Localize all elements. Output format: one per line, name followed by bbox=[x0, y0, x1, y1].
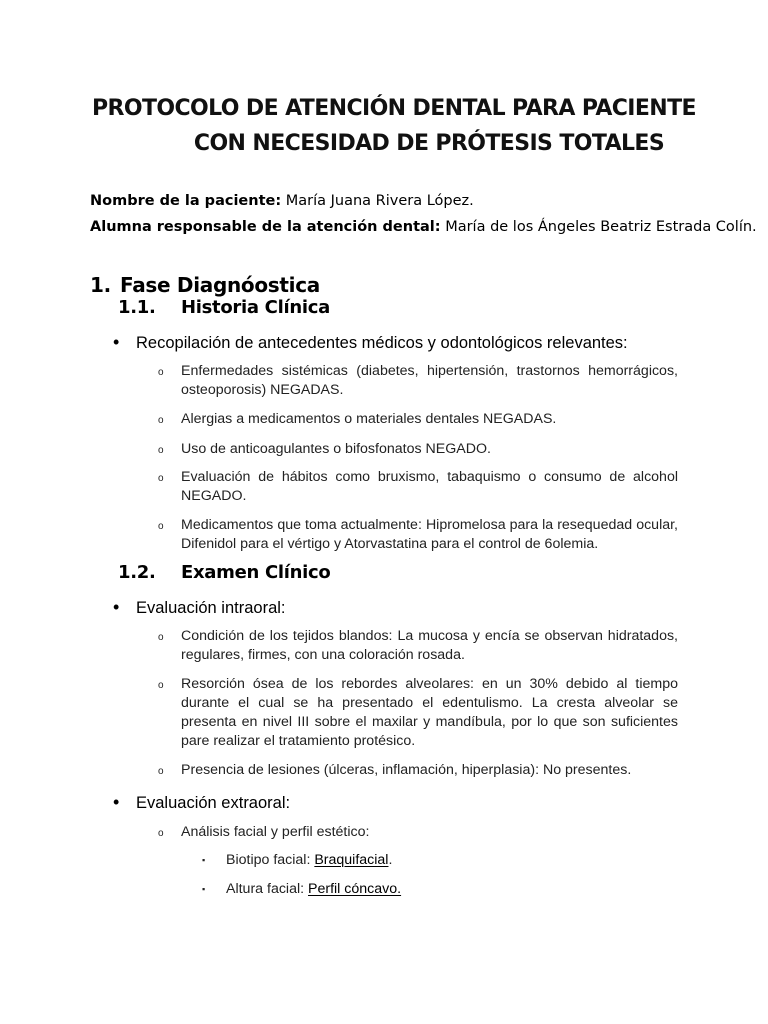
document-title-line2: CON NECESIDAD DE PRÓTESIS TOTALES bbox=[193, 131, 665, 156]
facial-item bbox=[202, 852, 392, 868]
bullet-icon: • bbox=[113, 332, 120, 352]
list-item-text: Presencia de lesiones (úlceras, inflamación, hiperplasia): No presentes. bbox=[181, 762, 632, 778]
patient-label: Nombre de la paciente: bbox=[90, 193, 282, 209]
facial-label: Altura facial: bbox=[226, 881, 309, 897]
facial-value: Braquifacial bbox=[314, 852, 389, 868]
student-line bbox=[90, 219, 757, 235]
list-item-text: Enfermedades sistémicas (diabetes, hipertensión, trastornos hemorrágicos, osteoporosis) NEGADAS. bbox=[181, 363, 678, 398]
section-title: Fase Diagnóostica bbox=[120, 273, 320, 297]
subsection-heading-examen bbox=[118, 562, 330, 583]
bullet-text: Evaluación intraoral: bbox=[136, 599, 286, 617]
bullet-text: Evaluación extraoral: bbox=[136, 794, 291, 812]
facial-item bbox=[202, 881, 401, 897]
circle-bullet-icon: o bbox=[158, 367, 164, 378]
list-item-text: Uso de anticoagulantes o bifosfonatos NEGADO. bbox=[181, 441, 491, 457]
circle-bullet-icon: o bbox=[158, 766, 164, 777]
circle-bullet-icon: o bbox=[158, 473, 164, 484]
list-item-text: Condición de los tejidos blandos: La mucosa y encía se observan hidratados, regulares, firmes, con una coloración rosada. bbox=[181, 628, 678, 663]
patient-name-line bbox=[90, 193, 474, 209]
subsection-number: 1.1. bbox=[118, 297, 156, 318]
bullet-icon: • bbox=[113, 597, 120, 617]
list-item-text: Resorción ósea de los rebordes alveolares: en un 30% debido al tiempo durante el cual se ha presentado el edentulismo. La cresta alveolar se presenta en nivel III sobre el maxilar y mandíbula, por lo que son suficientes pare realizar el tratamiento protésico. bbox=[181, 676, 678, 749]
subsection-title: Historia Clínica bbox=[181, 297, 330, 318]
facial-suffix: . bbox=[388, 852, 393, 868]
student-label: Alumna responsable de la atención dental: bbox=[90, 219, 441, 235]
section-number: 1. bbox=[90, 273, 111, 297]
list-item-text: Medicamentos que toma actualmente: Hipromelosa para la resequedad ocular, Difenidol para el vértigo y Atorvastatina para el control de 6olemia. bbox=[181, 517, 678, 552]
facial-label: Biotipo facial: bbox=[226, 852, 315, 868]
circle-bullet-icon: o bbox=[158, 680, 164, 691]
square-bullet-icon: ▪ bbox=[202, 855, 206, 866]
section-heading bbox=[90, 273, 320, 297]
student-value: María de los Ángeles Beatriz Estrada Colín. bbox=[445, 219, 757, 235]
circle-bullet-icon: o bbox=[158, 828, 164, 839]
list-item-text: Alergias a medicamentos o materiales dentales NEGADAS. bbox=[181, 411, 557, 427]
subsection-heading-historia bbox=[118, 297, 330, 318]
subsection-title: Examen Clínico bbox=[181, 562, 331, 583]
subsection-number: 1.2. bbox=[118, 562, 156, 583]
list-item-text: Evaluación de hábitos como bruxismo, tabaquismo o consumo de alcohol NEGADO. bbox=[181, 469, 678, 504]
bullet-item bbox=[113, 332, 628, 353]
bullet-text: Recopilación de antecedentes médicos y odontológicos relevantes: bbox=[136, 334, 628, 352]
circle-bullet-icon: o bbox=[158, 415, 164, 426]
bullet-item bbox=[113, 792, 290, 813]
circle-bullet-icon: o bbox=[158, 445, 164, 456]
list-item-text: Análisis facial y perfil estético: bbox=[181, 824, 370, 840]
circle-bullet-icon: o bbox=[158, 632, 164, 643]
patient-value: María Juana Rivera López. bbox=[285, 193, 474, 209]
bullet-icon: • bbox=[113, 792, 120, 812]
square-bullet-icon: ▪ bbox=[202, 884, 206, 895]
document-title-line1: PROTOCOLO DE ATENCIÓN DENTAL PARA PACIENTE bbox=[92, 96, 696, 121]
circle-bullet-icon: o bbox=[158, 521, 164, 532]
facial-value: Perfil cóncavo. bbox=[308, 881, 402, 897]
bullet-item bbox=[113, 597, 286, 618]
